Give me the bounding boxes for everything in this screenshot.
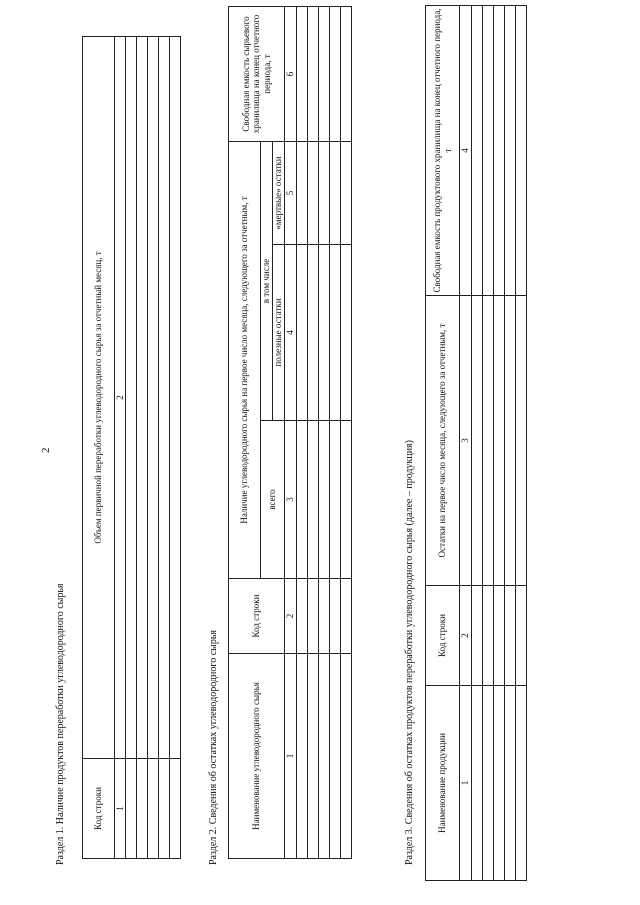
- s3-num: 3: [460, 296, 472, 586]
- s2-num: 2: [285, 579, 297, 654]
- s2-num: 6: [285, 7, 297, 142]
- table-row: [319, 7, 330, 859]
- s2-header-dead: «мертвые» остатки: [273, 142, 285, 245]
- table-row: [126, 37, 137, 859]
- section3-table: [425, 5, 527, 881]
- s3-header-code: Код строки: [426, 586, 460, 686]
- table-row: [494, 6, 505, 881]
- table-row: [472, 6, 483, 881]
- table-row: [297, 7, 308, 859]
- s2-header-availability: Наличие углеводородного сырья на первое число месяца, следующего за отчетным, т: [229, 142, 261, 579]
- s1-header-code: Код строки: [83, 759, 115, 859]
- table-row: [505, 6, 516, 881]
- table-row: [330, 7, 341, 859]
- s2-header-code: Код строки: [229, 579, 285, 654]
- table-row: [170, 37, 181, 859]
- s2-header-free-capacity: Свободная емкость сырьевого хранилища на конец отчетного периода, т: [229, 7, 285, 142]
- section1-table: [82, 36, 181, 859]
- s2-header-useful: полезные остатки: [273, 245, 285, 421]
- s2-header-total: всего: [261, 421, 285, 579]
- s2-num: 5: [285, 142, 297, 245]
- table-row: [137, 37, 148, 859]
- section2-title: Раздел 2. Сведения об остатках углеводородного сырья: [208, 629, 219, 865]
- table-row: [341, 7, 352, 859]
- section2-table: [228, 6, 352, 859]
- s3-header-balance: Остатки на первое число месяца, следующего за отчетным, т: [426, 296, 460, 586]
- page-number: 2: [40, 447, 52, 453]
- s2-num: 1: [285, 654, 297, 859]
- table-row: [516, 6, 527, 881]
- s3-num: 1: [460, 686, 472, 881]
- s3-header-free-capacity: Свободная емкость продуктового хранилища на конец отчетного периода, т: [426, 6, 460, 296]
- s2-num: 4: [285, 245, 297, 421]
- s2-header-name: Наименование углеводородного сырья: [229, 654, 285, 859]
- s3-header-name: Наименование продукции: [426, 686, 460, 881]
- table-row: [159, 37, 170, 859]
- s3-num: 2: [460, 586, 472, 686]
- table-row: [483, 6, 494, 881]
- section3-title: Раздел 3. Сведения об остатках продуктов переработки углеводородного сырья (далее – продукция): [404, 439, 415, 865]
- section1-title: Раздел 1. Наличие продуктов переработки углеводородного сырья: [55, 583, 66, 865]
- s1-header-volume: Объем первичной переработки углеводородного сырья за отчетный месяц, т: [83, 37, 115, 759]
- s3-num: 4: [460, 6, 472, 296]
- s2-num: 3: [285, 421, 297, 579]
- s1-num-1: 1: [115, 759, 126, 859]
- table-row: [148, 37, 159, 859]
- table-row: [308, 7, 319, 859]
- s1-num-2: 2: [115, 37, 126, 759]
- s2-header-including: в том числе: [261, 142, 273, 421]
